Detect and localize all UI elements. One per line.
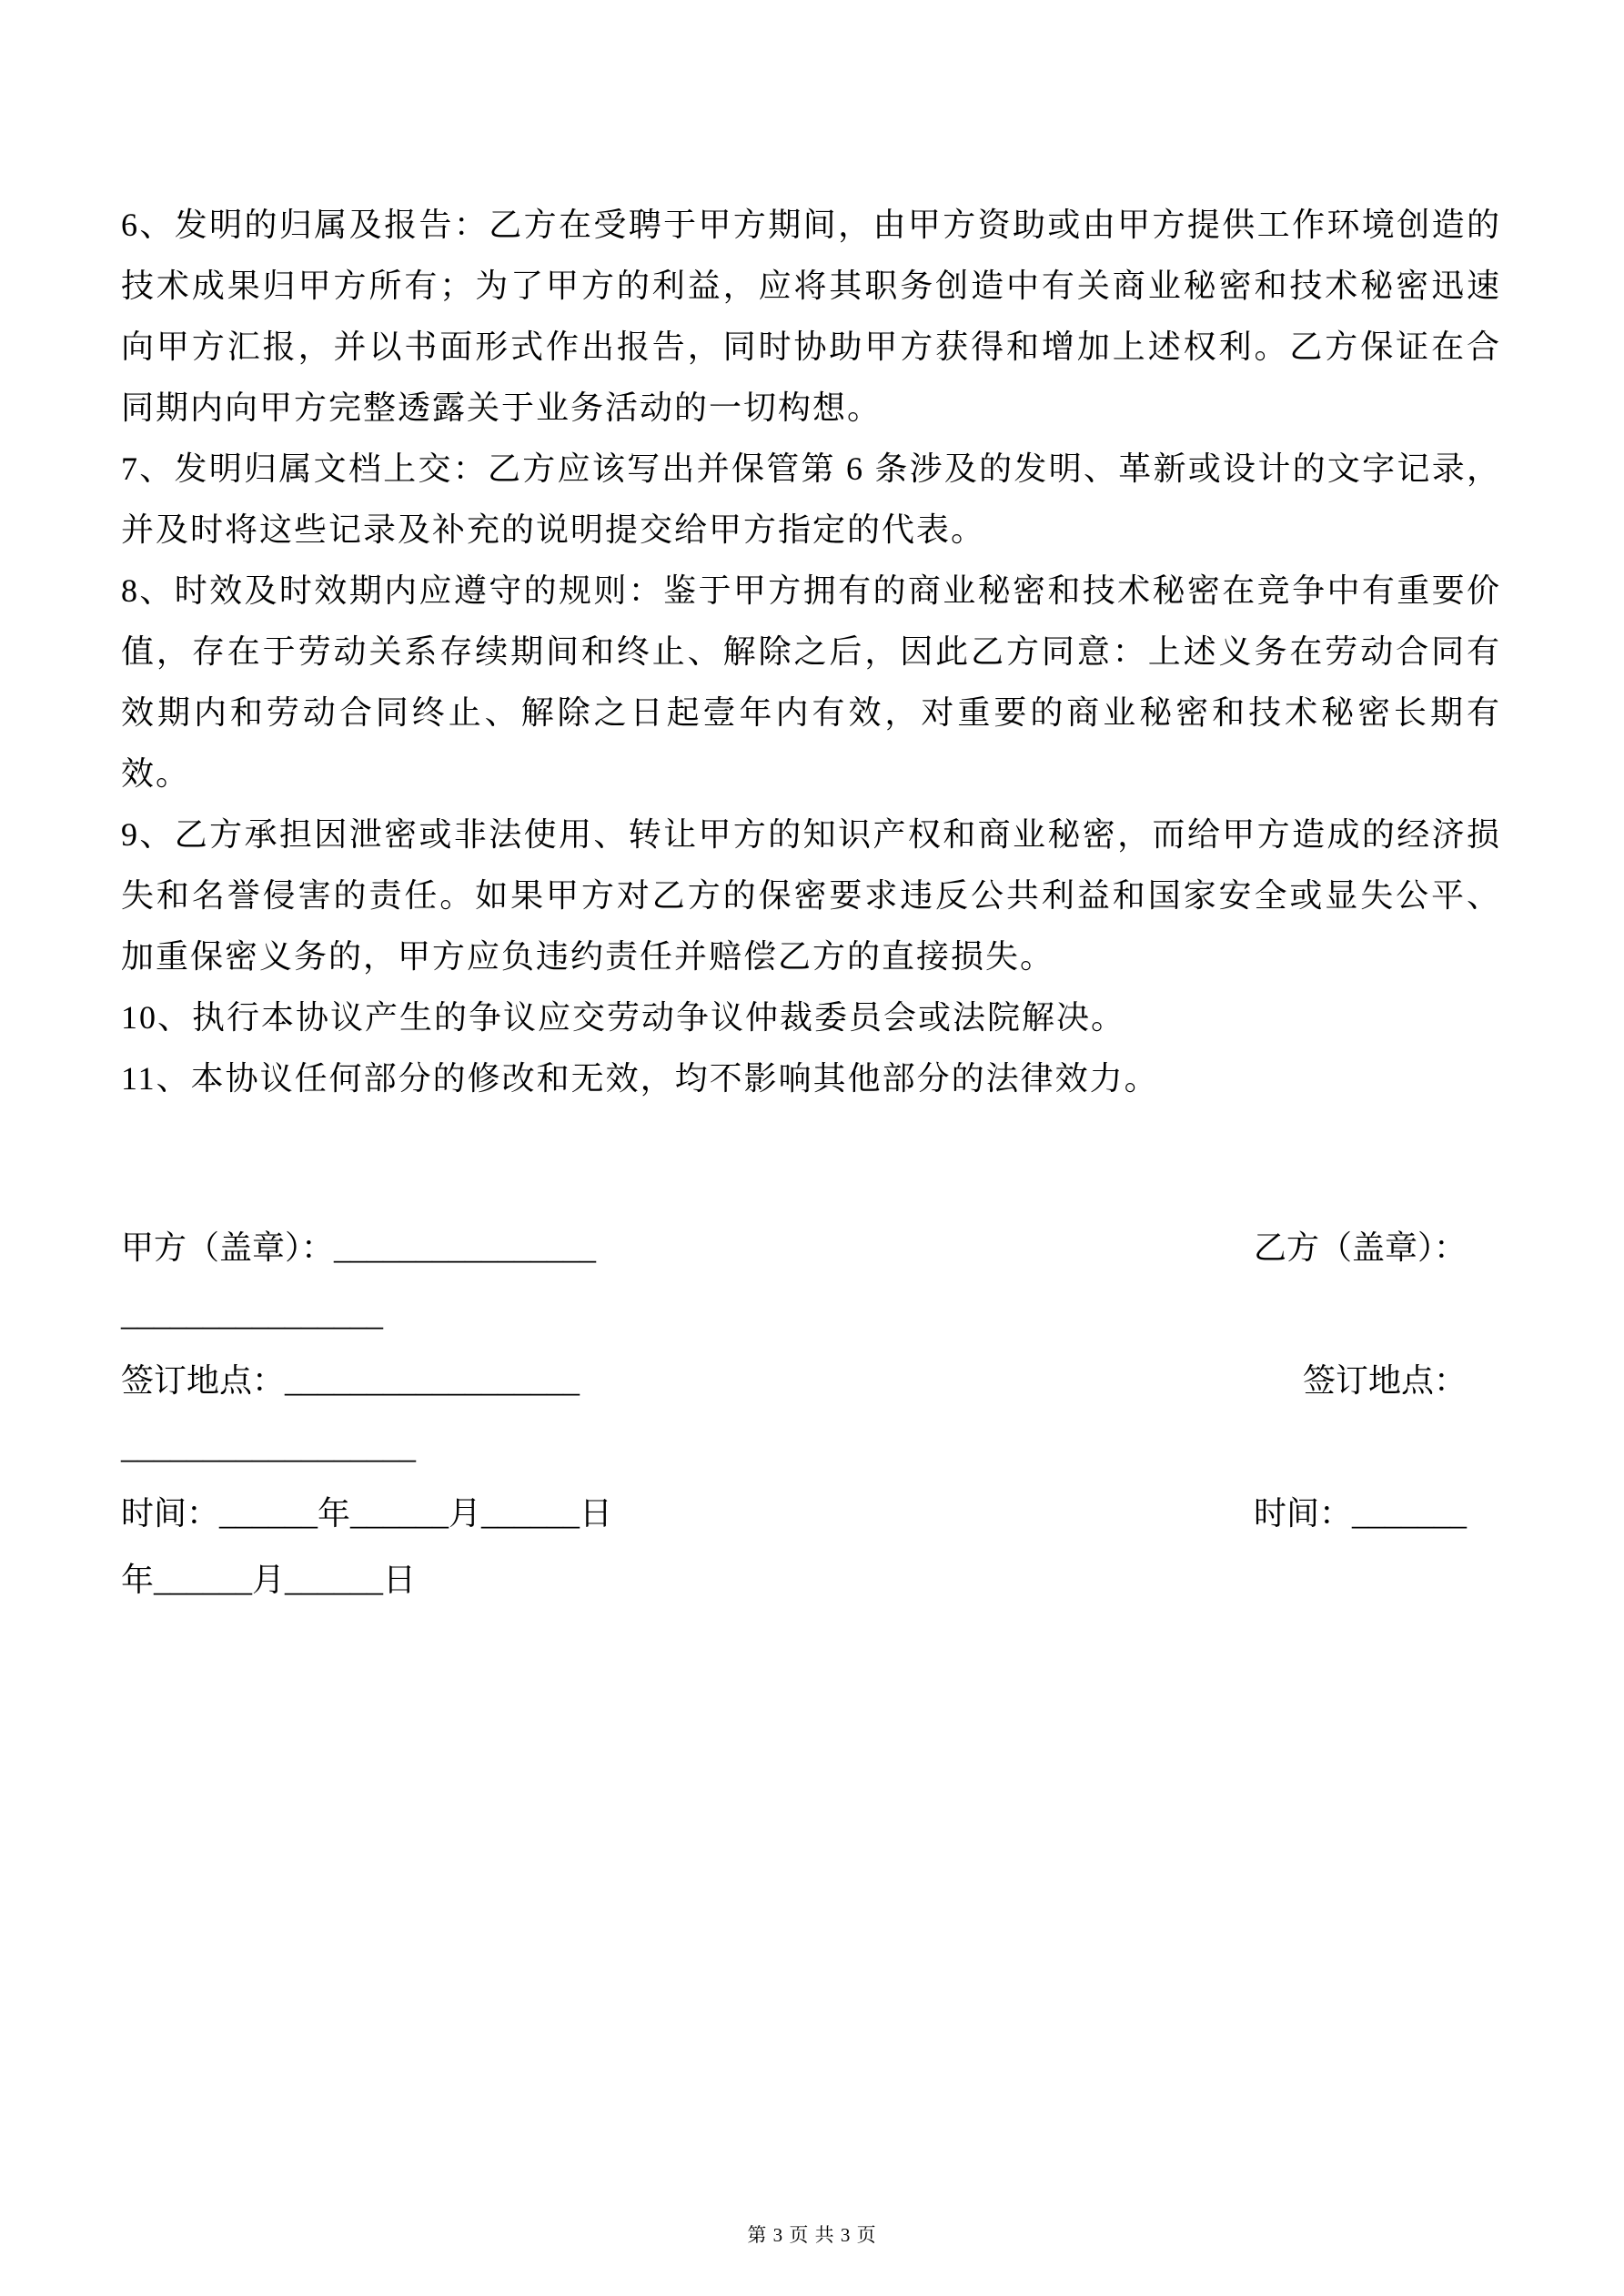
- party-a-seal-label: 甲方（盖章）：: [121, 1229, 335, 1266]
- clause-9: 9、乙方承担因泄密或非法使用、转让甲方的知识产权和商业秘密，而给甲方造成的经济损失和名誉侵害的责任。如果甲方对乙方的保密要求违反公共利益和国家安全或显失公平、加重保密义务的，甲方应负违约责任并赔偿乙方的直接损失。: [121, 816, 1501, 975]
- signature-section: [121, 1218, 1501, 1616]
- signing-place-b-line-wrapped: __________________: [121, 1429, 416, 1465]
- date-b-label: 时间：: [1253, 1495, 1352, 1532]
- signature-row-place-wrap: [121, 1417, 1501, 1478]
- date-b-blanks-wrapped: 年______月______日: [121, 1562, 417, 1598]
- date-a-label: 时间：: [121, 1495, 220, 1532]
- party-a-seal-line: ________________: [334, 1229, 597, 1266]
- date-b-blank: _______: [1352, 1495, 1467, 1532]
- signature-row-seal-wrap: [121, 1284, 1501, 1345]
- contract-body: [121, 195, 1501, 1109]
- clause-7: 7、发明归属文档上交：乙方应该写出并保管第 6 条涉及的发明、革新或设计的文字记录，并及时将这些记录及补充的说明提交给甲方指定的代表。: [121, 450, 1501, 548]
- party-b-seal-label: 乙方（盖章）：: [1253, 1229, 1467, 1266]
- date-a-blanks: ______年______月______日: [219, 1495, 613, 1532]
- clause-11: 11、本协议任何部分的修改和无效，均不影响其他部分的法律效力。: [121, 1060, 1159, 1097]
- party-b-seal-line-wrapped: ________________: [121, 1296, 383, 1332]
- signing-place-a-label: 签订地点：: [121, 1362, 286, 1399]
- signing-place-a-line: __________________: [285, 1362, 580, 1399]
- clause-10: 10、执行本协议产生的争议应交劳动争议仲裁委员会或法院解决。: [121, 999, 1126, 1036]
- signature-row-place: [121, 1350, 1501, 1411]
- signature-row-date-wrap: [121, 1550, 1501, 1611]
- clause-8: 8、时效及时效期内应遵守的规则：鉴于甲方拥有的商业秘密和技术秘密在竞争中有重要价值，存在于劳动关系存续期间和终止、解除之后，因此乙方同意：上述义务在劳动合同有效期内和劳动合同终止、解除之日起壹年内有效，对重要的商业秘密和技术秘密长期有效。: [121, 572, 1501, 792]
- signature-row-seal: [121, 1218, 1501, 1279]
- signing-place-b-label: 签订地点：: [1302, 1362, 1467, 1399]
- clause-6: 6、发明的归属及报告：乙方在受聘于甲方期间，由甲方资助或由甲方提供工作环境创造的技术成果归甲方所有；为了甲方的利益，应将其职务创造中有关商业秘密和技术秘密迅速向甲方汇报，并以书面形式作出报告，同时协助甲方获得和增加上述权利。乙方保证在合同期内向甲方完整透露关于业务活动的一切构想。: [121, 207, 1501, 426]
- signature-row-date: [121, 1483, 1501, 1544]
- page-indicator: 第 3 页 共 3 页: [747, 2224, 877, 2246]
